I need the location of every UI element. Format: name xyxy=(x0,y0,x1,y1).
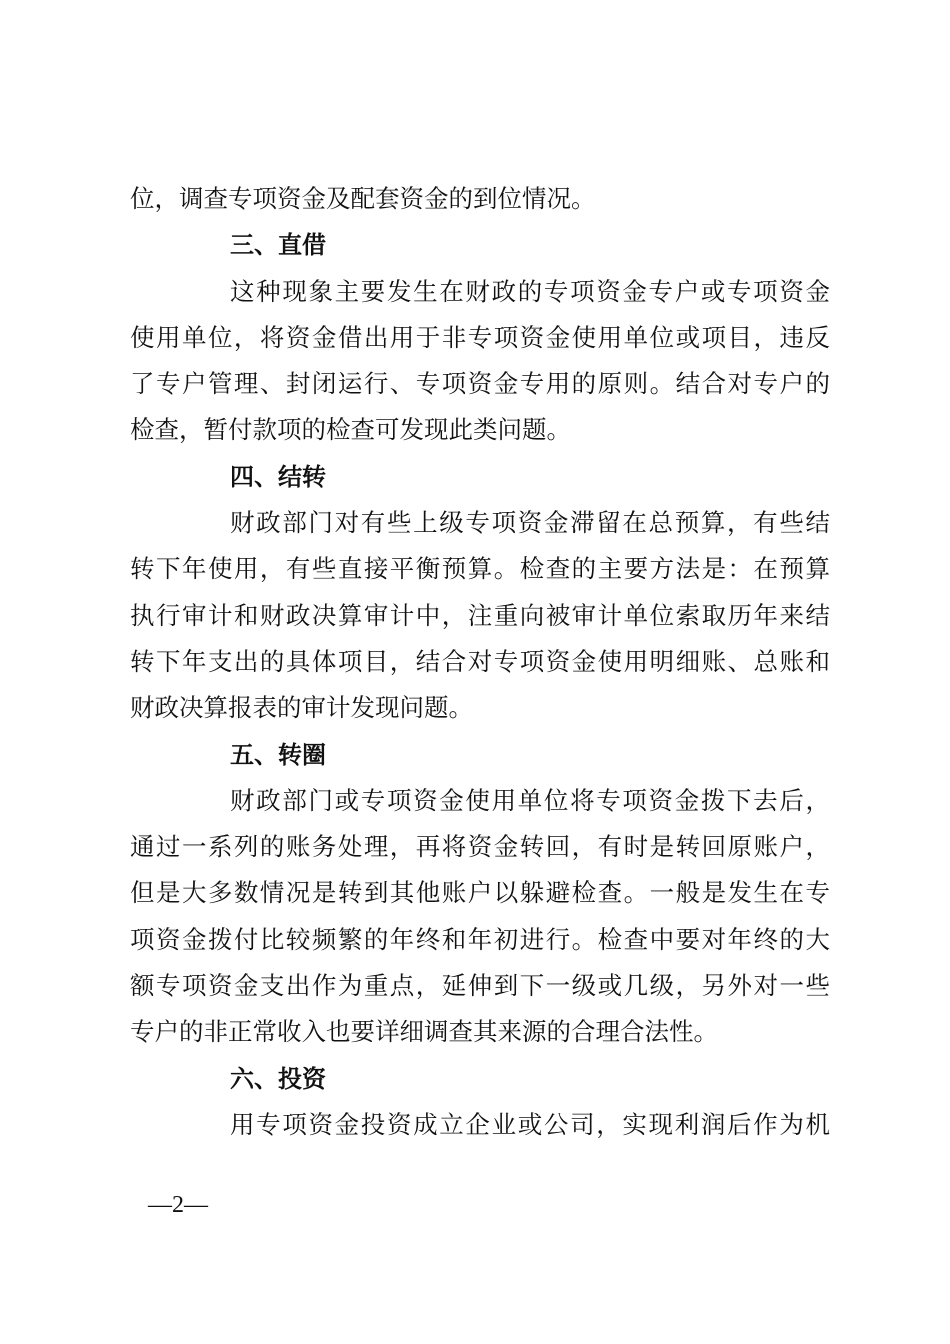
section-heading-3: 三、直借 xyxy=(230,231,326,260)
paragraph-line: 执行审计和财政决算审计中，注重向被审计单位索取历年来结 xyxy=(130,600,830,630)
paragraph-line: 额专项资金支出作为重点，延伸到下一级或几级，另外对一些 xyxy=(130,971,830,1001)
paragraph-line: 了专户管理、封闭运行、专项资金专用的原则。结合对专户的 xyxy=(130,369,830,399)
paragraph-line-end: 检查，暂付款项的检查可发现此类问题。 xyxy=(130,415,571,445)
paragraph-line: 这种现象主要发生在财政的专项资金专户或专项资金 xyxy=(230,276,830,306)
section-heading-4: 四、结转 xyxy=(230,462,326,491)
paragraph-line: 财政部门或专项资金使用单位将专项资金拨下去后， xyxy=(230,785,830,815)
paragraph-line: 通过一系列的账务处理，再将资金转回，有时是转回原账户， xyxy=(130,832,830,862)
paragraph-line-end: 专户的非正常收入也要详细调查其来源的合理合法性。 xyxy=(130,1017,718,1047)
section-heading-5: 五、转圈 xyxy=(230,740,326,769)
page-number: —2— xyxy=(148,1192,208,1218)
body-text xyxy=(130,176,830,1148)
paragraph-line: 财政部门对有些上级专项资金滞留在总预算，有些结 xyxy=(230,508,830,538)
paragraph-line: 转下年支出的具体项目，结合对专项资金使用明细账、总账和 xyxy=(130,646,830,676)
paragraph-continuation: 位，调查专项资金及配套资金的到位情况。 xyxy=(130,184,596,213)
paragraph-line: 但是大多数情况是转到其他账户以躲避检查。一般是发生在专 xyxy=(130,878,830,908)
paragraph-line: 项资金拨付比较频繁的年终和年初进行。检查中要对年终的大 xyxy=(130,924,830,954)
paragraph-line: 使用单位，将资金借出用于非专项资金使用单位或项目，违反 xyxy=(130,322,830,352)
section-heading-6: 六、投资 xyxy=(230,1064,326,1093)
paragraph-line: 转下年使用，有些直接平衡预算。检查的主要方法是：在预算 xyxy=(130,554,830,584)
paragraph-line-end: 财政决算报表的审计发现问题。 xyxy=(130,693,473,723)
paragraph-line: 用专项资金投资成立企业或公司，实现利润后作为机 xyxy=(230,1109,830,1139)
